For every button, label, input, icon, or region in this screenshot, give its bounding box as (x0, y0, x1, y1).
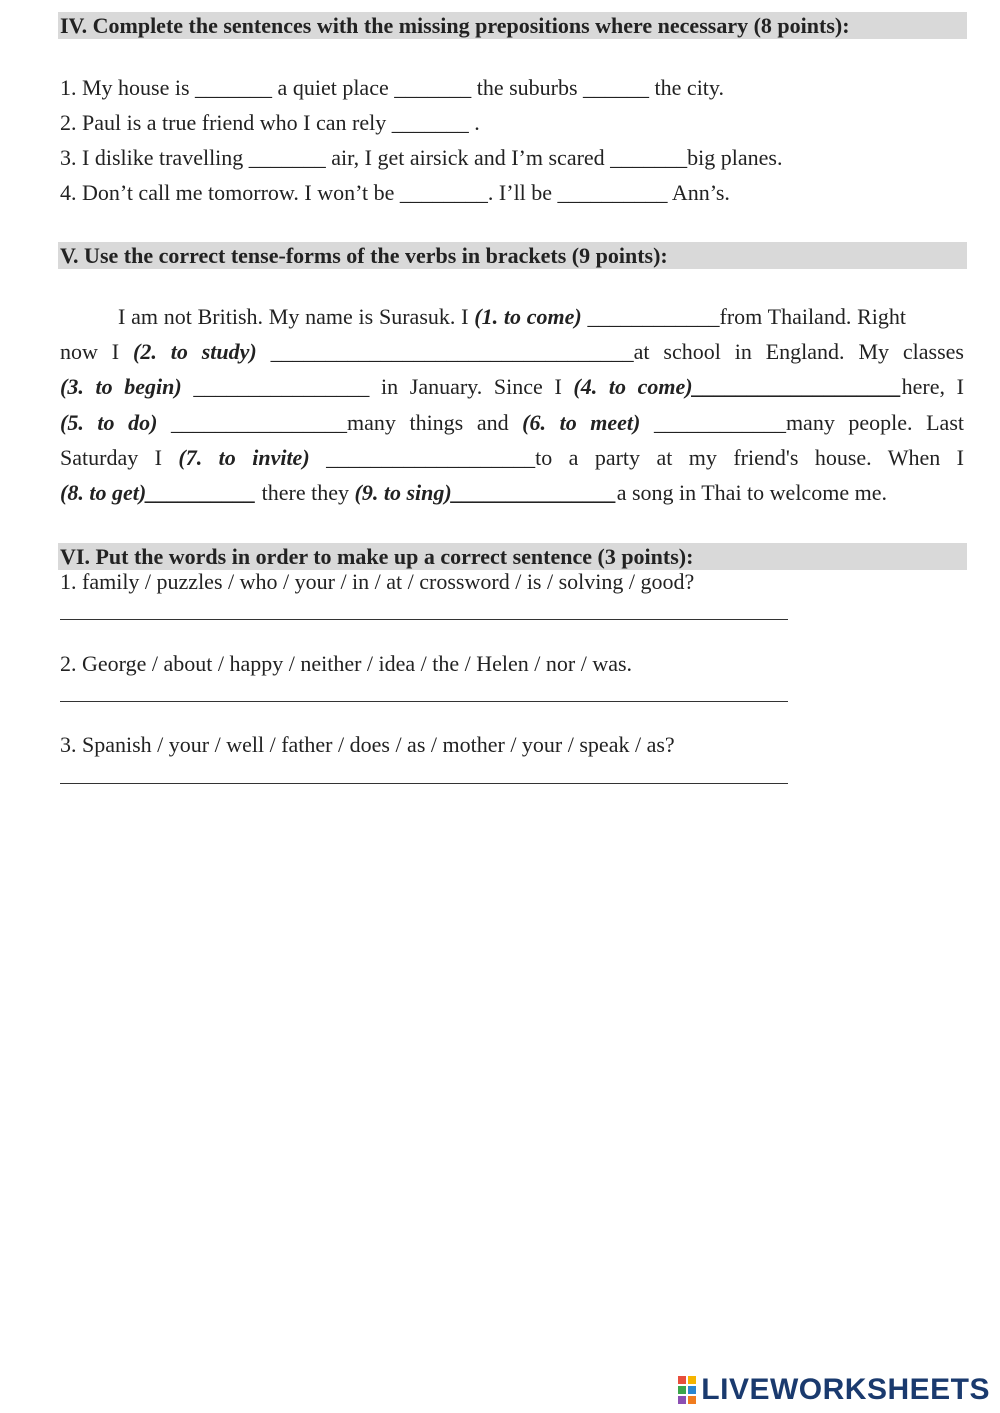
logo-square (678, 1386, 686, 1394)
paragraph-line-4: (5. to do) ________________many things and (6. to meet) ____________many people. Last (60, 410, 964, 435)
verb-prompt-2: (2. to study) (133, 339, 257, 364)
verb-prompt-1: (1. to come) (474, 304, 582, 329)
logo-square (688, 1376, 696, 1384)
verb-prompt-4: (4. to come)___________________ (573, 374, 902, 399)
logo-square (688, 1386, 696, 1394)
logo-square (678, 1396, 686, 1404)
verb-prompt-7: (7. to invite) (178, 445, 310, 470)
paragraph-line-2: now I (2. to study) _________________________________at school in England. My classes (60, 339, 964, 364)
logo-square (688, 1396, 696, 1404)
logo-text: LIVEWORKSHEETS (701, 1373, 990, 1406)
verb-prompt-6: (6. to meet) (522, 410, 641, 435)
paragraph-line-3: (3. to begin) ________________ in January. Since I (4. to come)___________________here, I (60, 374, 964, 399)
section-6-item-2: 2. George / about / happy / neither / idea / the / Helen / nor / was. (60, 651, 633, 676)
section-4-heading: IV. Complete the sentences with the missing prepositions where necessary (8 points): (58, 12, 967, 39)
logo-squares-icon (677, 1375, 697, 1405)
section-4-item-3: 3. I dislike travelling _______ air, I get airsick and I’m scared _______big planes. (60, 145, 783, 170)
section-5-heading: V. Use the correct tense-forms of the verbs in brackets (9 points): (58, 242, 967, 269)
answer-line-3[interactable] (60, 783, 788, 784)
verb-prompt-5: (5. to do) (60, 410, 158, 435)
paragraph-line-5: Saturday I (7. to invite) ___________________to a party at my friend's house. When I (60, 445, 964, 470)
paragraph-line-1: I am not British. My name is Surasuk. I (1. to come) ____________from Thailand. Right (118, 304, 906, 329)
liveworksheets-logo (677, 1375, 990, 1405)
verb-prompt-3: (3. to begin) (60, 374, 182, 399)
answer-line-2[interactable] (60, 701, 788, 702)
verb-prompt-8: (8. to get)__________ (60, 480, 257, 505)
section-6-item-1: 1. family / puzzles / who / your / in / at / crossword / is / solving / good? (60, 569, 695, 594)
verb-prompt-9: (9. to sing)_______________ (354, 480, 617, 505)
section-4-item-4: 4. Don’t call me tomorrow. I won’t be ________. I’ll be __________ Ann’s. (60, 180, 730, 205)
answer-line-1[interactable] (60, 619, 788, 620)
section-6-heading: VI. Put the words in order to make up a correct sentence (3 points): (58, 543, 967, 570)
section-6-item-3: 3. Spanish / your / well / father / does / as / mother / your / speak / as? (60, 732, 675, 757)
logo-square (678, 1376, 686, 1384)
section-4-item-1: 1. My house is _______ a quiet place _______ the suburbs ______ the city. (60, 75, 724, 100)
section-4-item-2: 2. Paul is a true friend who I can rely _______ . (60, 110, 480, 135)
paragraph-line-6: (8. to get)__________ there they (9. to sing)_______________a song in Thai to welcome me. (60, 480, 887, 505)
